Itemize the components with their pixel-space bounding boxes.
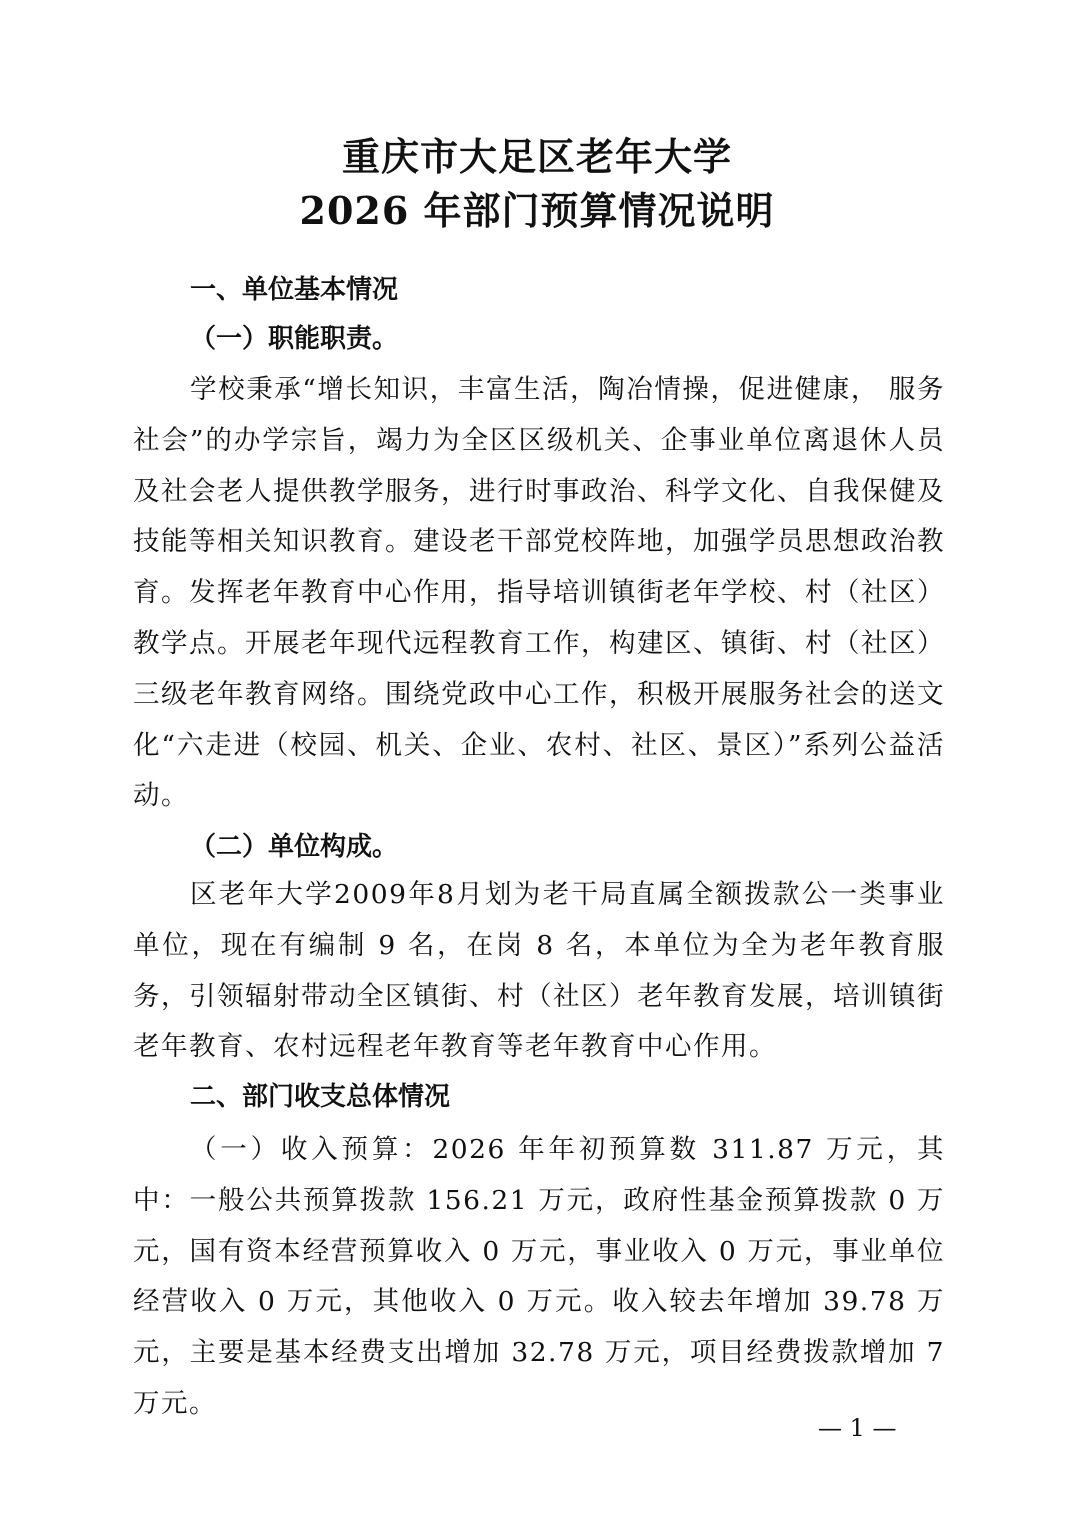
subsection-heading-composition: （二）单位构成。: [190, 832, 399, 862]
subsection-heading-functions: （一）职能职责。: [190, 324, 399, 354]
page-number: — 1 —: [818, 1414, 897, 1442]
paragraph-income-budget: （一）收入预算：2026 年年初预算数 311.87 万元，其中：一般公共预算拨款 156.21 万元，政府性基金预算拨款 0 万元，国有资本经营预算收入 0 万元，事业收入 0 万元，事业单位经营收入 0 万元，其他收入 0 万元。收入较去年增加 39.78 万元，主要是基本经费支出增加 32.78 万元，项目经费拨款增加 7 万元。: [133, 1134, 945, 1419]
document-title: 重庆市大足区老年大学: [341, 134, 732, 179]
document-subtitle: 2026 年部门预算情况说明: [299, 188, 775, 233]
section-heading-unit-basic-info: 一、单位基本情况: [190, 275, 399, 305]
section-heading-budget-overview: 二、部门收支总体情况: [190, 1082, 451, 1112]
paragraph-functions: 学校秉承“增长知识，丰富生活，陶冶情操，促进健康， 服务社会”的办学宗旨，竭力为全区区级机关、企事业单位离退休人员及社会老人提供教学服务，进行时事政治、科学文化、自我保健及技能等相关知识教育。建设老干部党校阵地，加强学员思想政治教育。发挥老年教育中心作用，指导培训镇街老年学校、村（社区）教学点。开展老年现代远程教育工作，构建区、镇街、村（社区）三级老年教育网络。围绕党政中心工作，积极开展服务社会的送文化“六走进（校园、机关、企业、农村、社区、景区）”系列公益活动。: [133, 374, 945, 812]
paragraph-composition: 区老年大学2009年8月划为老干局直属全额拨款公一类事业单位，现在有编制 9 名，在岗 8 名，本单位为全为老年教育服务，引领辐射带动全区镇街、村（社区）老年教育发展，培训镇街老年教育、农村远程老年教育等老年教育中心作用。: [133, 879, 945, 1063]
